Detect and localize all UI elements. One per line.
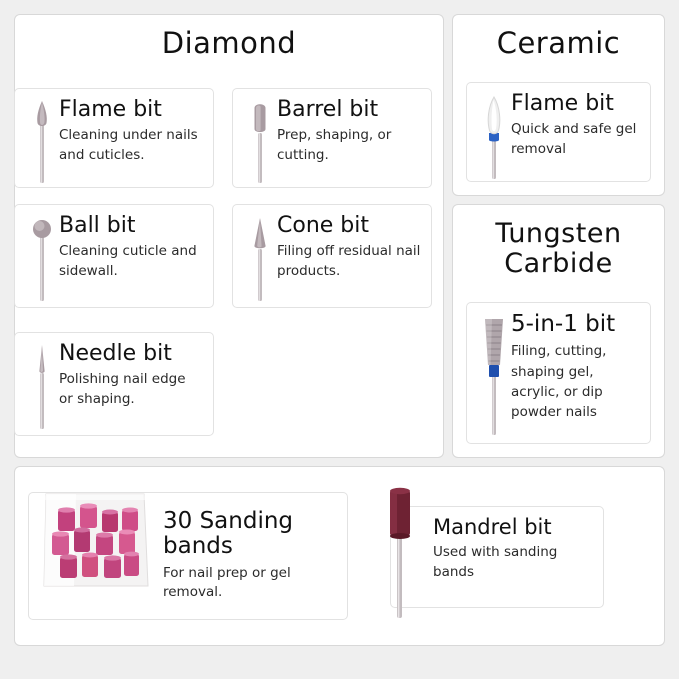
- card-diamond-needle-bit[interactable]: [14, 332, 214, 436]
- card-ceramic-flame-bit[interactable]: [466, 82, 651, 182]
- card-description: Quick and safe gel removal: [511, 121, 637, 157]
- card-description: Filing, cutting, shaping gel, acrylic, or dip powder nails: [511, 343, 607, 421]
- five-in-one-bit-icon: [477, 311, 511, 437]
- card-description: Prep, shaping, or cutting.: [277, 127, 392, 163]
- card-title: Flame bit: [59, 97, 162, 122]
- card-diamond-flame-bit[interactable]: [14, 88, 214, 188]
- barrel-bit-icon: [243, 97, 277, 181]
- card-diamond-barrel-bit[interactable]: [232, 88, 432, 188]
- card-description: Used with sanding bands: [433, 544, 558, 580]
- section-diamond-title: Diamond: [161, 26, 297, 60]
- card-tungsten-5in1-bit[interactable]: [466, 302, 651, 444]
- section-tungsten-carbide-title: Tungsten Carbide: [495, 218, 622, 280]
- needle-bit-icon: [25, 341, 59, 429]
- card-title: Cone bit: [277, 213, 369, 238]
- card-title: Barrel bit: [277, 97, 379, 122]
- card-title: Needle bit: [59, 341, 172, 366]
- card-title: Flame bit: [511, 91, 614, 116]
- card-title: 5-in-1 bit: [511, 311, 616, 337]
- card-description: Polishing nail edge or shaping.: [59, 371, 186, 407]
- card-description: For nail prep or gel removal.: [163, 564, 291, 601]
- card-description: Cleaning cuticle and sidewall.: [59, 243, 197, 279]
- ceramic-flame-bit-icon: [477, 91, 511, 175]
- card-title: Mandrel bit: [433, 515, 552, 539]
- section-ceramic-title: Ceramic: [496, 26, 621, 60]
- card-title: Ball bit: [59, 213, 136, 238]
- ball-bit-icon: [25, 213, 59, 301]
- card-sanding-bands[interactable]: [28, 492, 348, 620]
- card-description: Filing off residual nail products.: [277, 243, 421, 279]
- card-diamond-cone-bit[interactable]: [232, 204, 432, 308]
- flame-bit-icon: [25, 97, 59, 181]
- card-title: 30 Sanding bands: [163, 508, 294, 560]
- card-mandrel-bit[interactable]: [390, 506, 604, 608]
- card-description: Cleaning under nails and cuticles.: [59, 127, 198, 163]
- cone-bit-icon: [243, 213, 277, 301]
- card-diamond-ball-bit[interactable]: [14, 204, 214, 308]
